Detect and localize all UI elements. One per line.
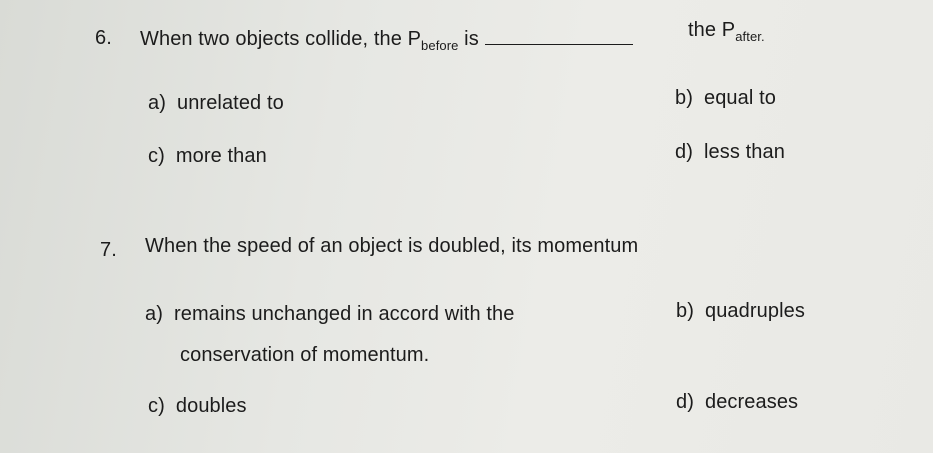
option-text: remains unchanged in accord with the [173,303,515,325]
p-before-subscript: before [421,38,459,53]
question-6-option-b[interactable] [675,88,776,108]
option-text: decreases [704,391,799,413]
question-7-number: 7. [100,239,117,261]
question-6-stem-the-p: the P [688,19,736,41]
question-7-option-d[interactable] [676,392,798,412]
question-7-option-c[interactable] [148,396,247,416]
option-text: doubles [175,395,247,417]
option-text: equal to [703,87,776,109]
question-6-stem [140,28,633,53]
option-text: less than [703,141,785,163]
question-6-option-c[interactable] [148,146,267,166]
option-label: c) [148,395,165,417]
option-label: d) [676,391,694,413]
question-6-stem-end [688,19,765,44]
option-label: c) [148,145,165,167]
question-6-option-d[interactable] [675,142,785,162]
question-6-stem-text: When two objects collide, the P [140,28,422,50]
p-after-subscript: after. [735,29,765,44]
question-6-stem-is: is [458,28,479,50]
option-text: quadruples [704,300,805,322]
option-text: more than [175,145,267,167]
answer-blank [485,28,633,45]
question-7-option-a-cont: conservation of momentum. [180,344,430,366]
option-label: d) [675,141,693,163]
option-text: unrelated to [176,92,284,114]
option-label: b) [676,300,694,322]
question-7-option-b[interactable] [676,301,805,321]
question-6-option-a[interactable] [148,93,284,113]
question-6-number: 6. [95,27,112,49]
question-7-option-a[interactable] [145,304,514,324]
option-label: a) [145,303,163,325]
option-label: b) [675,87,693,109]
question-7-stem: When the speed of an object is doubled, its momentum [145,235,639,257]
option-label: a) [148,92,166,114]
